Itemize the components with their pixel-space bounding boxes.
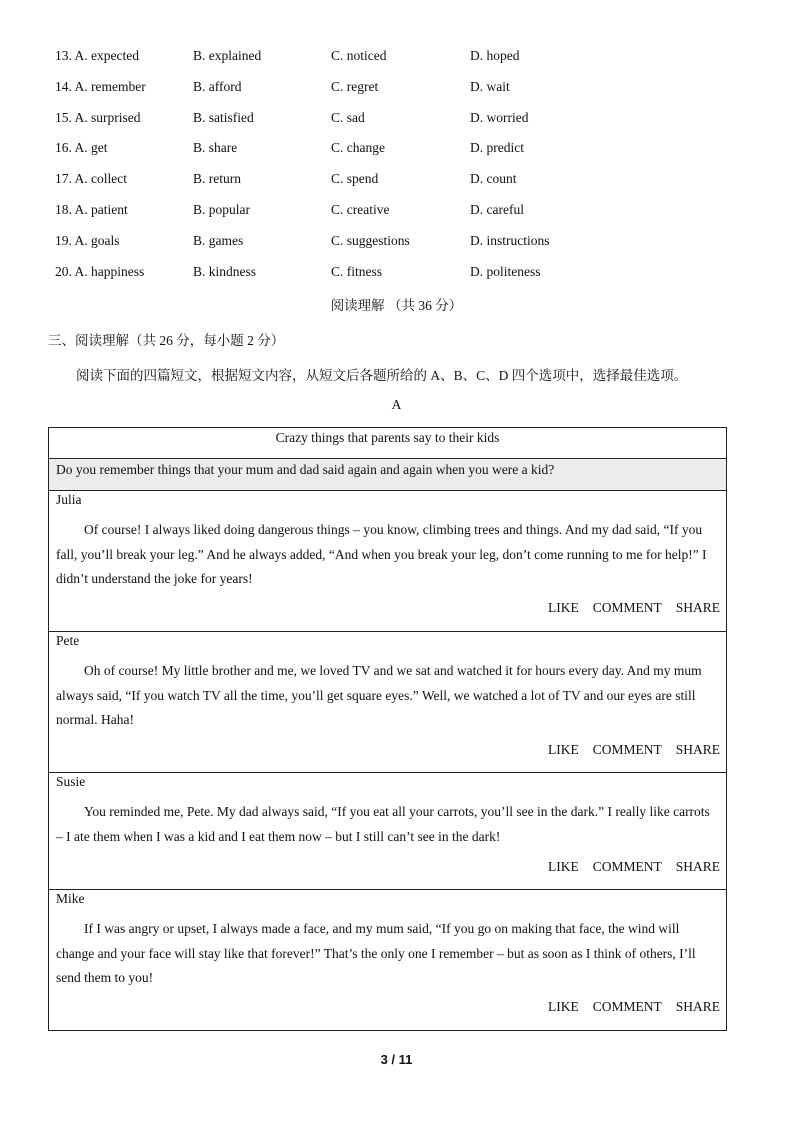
post-actions: [548, 742, 720, 758]
option-d: D. predict: [470, 140, 524, 155]
option-a: 15. A. surprised: [55, 110, 141, 125]
part-heading: 三、阅读理解（共 26 分，每小题 2 分）: [48, 333, 285, 348]
option-b: B. return: [193, 171, 241, 186]
post-actions: [548, 600, 720, 616]
share-button[interactable]: SHARE: [675, 742, 720, 757]
comment-button[interactable]: COMMENT: [592, 999, 662, 1014]
option-row: [55, 140, 755, 160]
option-b: B. afford: [193, 79, 242, 94]
option-a: 18. A. patient: [55, 202, 128, 217]
like-button[interactable]: LIKE: [547, 600, 579, 615]
option-row: [55, 110, 755, 130]
option-a: 14. A. remember: [55, 79, 146, 94]
option-a: 13. A. expected: [55, 48, 139, 63]
option-a: 20. A. happiness: [55, 264, 145, 279]
share-button[interactable]: SHARE: [675, 999, 720, 1014]
post-author: Mike: [56, 891, 85, 906]
post-text: You reminded me, Pete. My dad always said, “If you eat all your carrots, you’ll see in the dark.” I really like carrots – I ate them when I was a kid and I eat them now – but I still can’t see in the dark!: [56, 804, 710, 844]
option-c: C. sad: [331, 110, 365, 125]
comment-button[interactable]: COMMENT: [592, 859, 662, 874]
table-title-row: [49, 428, 726, 459]
share-button[interactable]: SHARE: [675, 859, 720, 874]
option-d: D. careful: [470, 202, 524, 217]
option-c: C. fitness: [331, 264, 383, 279]
instructions: 阅读下面的四篇短文，根据短文内容，从短文后各题所给的 A、B、C、D 四个选项中，选择最佳选项。: [76, 368, 688, 383]
option-row: [55, 202, 755, 222]
comment-button[interactable]: COMMENT: [592, 742, 662, 757]
option-c: C. spend: [331, 171, 379, 186]
comment-button[interactable]: COMMENT: [592, 600, 662, 615]
option-c: C. suggestions: [331, 233, 410, 248]
post-pete: [49, 632, 726, 773]
option-c: C. noticed: [331, 48, 387, 63]
option-b: B. explained: [193, 48, 262, 63]
post-mike: [49, 890, 726, 1030]
option-d: D. wait: [470, 79, 510, 94]
post-actions: [548, 999, 720, 1015]
option-b: B. share: [193, 140, 238, 155]
post-julia: [49, 491, 726, 632]
post-text: If I was angry or upset, I always made a face, and my mum said, “If you go on making that face, the wind will change and your face will stay like that forever!” That’s the only one I remember – but as soon as I think of others, I’ll send them to you!: [56, 921, 696, 985]
section-heading: 阅读理解 （共 36 分）: [330, 298, 463, 313]
post-actions: [548, 859, 720, 875]
like-button[interactable]: LIKE: [547, 742, 579, 757]
option-d: D. instructions: [470, 233, 550, 248]
option-row: [55, 48, 755, 68]
option-row: [55, 79, 755, 99]
option-b: B. popular: [193, 202, 250, 217]
option-b: B. kindness: [193, 264, 257, 279]
post-text: Of course! I always liked doing dangerous things – you know, climbing trees and things. And my dad said, “If you fall, you’ll break your leg.” And he always added, “And when you break your leg, don’t come running to me for help!” I didn’t understand the joke for years!: [56, 522, 707, 586]
option-d: D. worried: [470, 110, 529, 125]
passage-label: A: [391, 397, 402, 412]
option-a: 19. A. goals: [55, 233, 120, 248]
option-b: B. games: [193, 233, 244, 248]
post-author: Pete: [56, 633, 80, 648]
option-d: D. politeness: [470, 264, 541, 279]
option-d: D. count: [470, 171, 517, 186]
post-susie: [49, 773, 726, 890]
question-row: [49, 459, 726, 491]
table-title: Crazy things that parents say to their kids: [275, 430, 500, 445]
option-row: [55, 264, 755, 284]
option-c: C. creative: [331, 202, 390, 217]
option-row: [55, 171, 755, 191]
option-row: [55, 233, 755, 253]
option-d: D. hoped: [470, 48, 520, 63]
post-author: Susie: [56, 774, 86, 789]
forum-table: [48, 427, 727, 1031]
option-c: C. change: [331, 140, 385, 155]
post-author: Julia: [56, 492, 82, 507]
page-number: 3 / 11: [380, 1052, 413, 1067]
post-text: Oh of course! My little brother and me, we loved TV and we sat and watched it for hours every day. And my mum always said, “If you watch TV all the time, you’ll get square eyes.” Well, we watched a lot of TV and our eyes are still normal. Haha!: [56, 663, 702, 727]
option-b: B. satisfied: [193, 110, 254, 125]
option-a: 16. A. get: [55, 140, 108, 155]
share-button[interactable]: SHARE: [675, 600, 720, 615]
option-a: 17. A. collect: [55, 171, 127, 186]
option-c: C. regret: [331, 79, 379, 94]
like-button[interactable]: LIKE: [547, 999, 579, 1014]
question-text: Do you remember things that your mum and dad said again and again when you were a kid?: [56, 462, 555, 477]
like-button[interactable]: LIKE: [547, 859, 579, 874]
